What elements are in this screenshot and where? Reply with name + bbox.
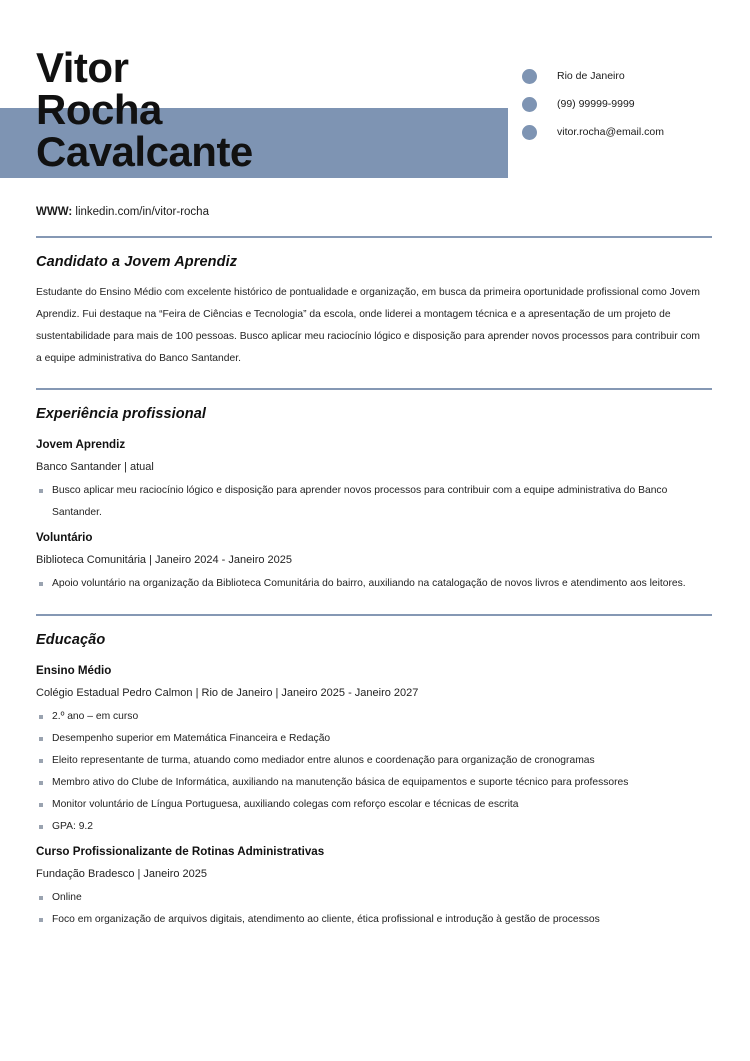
experience-bullets xyxy=(36,480,712,524)
contact-location-value: Rio de Janeiro xyxy=(557,70,625,82)
contact-list xyxy=(522,62,742,146)
list-item: GPA: 9.2 xyxy=(36,816,708,838)
experience-meta: Banco Santander | atual xyxy=(36,461,154,473)
education-entry xyxy=(36,660,712,838)
section-education xyxy=(0,614,750,931)
list-item: Eleito representante de turma, atuando como mediador entre alunos e coordenação para organização de cronogramas xyxy=(36,750,708,772)
section-summary xyxy=(0,236,750,370)
experience-role: Jovem Aprendiz xyxy=(36,438,126,451)
list-item: Desempenho superior em Matemática Financeira e Redação xyxy=(36,728,708,750)
section-experience xyxy=(0,388,750,595)
education-entry xyxy=(36,841,712,931)
education-meta: Colégio Estadual Pedro Calmon | Rio de Janeiro | Janeiro 2025 - Janeiro 2027 xyxy=(36,687,419,699)
phone-icon xyxy=(522,97,537,112)
section-divider-summary xyxy=(36,236,712,238)
experience-entry xyxy=(36,434,712,524)
contact-item-phone xyxy=(522,90,742,118)
summary-title: Candidato a Jovem Aprendiz xyxy=(36,254,238,270)
education-degree: Ensino Médio xyxy=(36,664,112,677)
course-bullets xyxy=(36,887,712,931)
contact-item-email xyxy=(522,118,742,146)
name-line-middle: Rocha xyxy=(36,86,162,133)
location-pin-icon xyxy=(522,69,537,84)
website-label: WWW: xyxy=(36,206,73,218)
website-value[interactable]: linkedin.com/in/vitor-rocha xyxy=(75,206,209,218)
experience-role: Voluntário xyxy=(36,531,93,544)
education-bullets xyxy=(36,706,712,838)
list-item: 2.º ano – em curso xyxy=(36,706,708,728)
experience-entry xyxy=(36,527,712,595)
resume-header xyxy=(0,0,750,218)
name-line-last: Cavalcante xyxy=(36,128,253,175)
contact-phone-value: (99) 99999-9999 xyxy=(557,98,635,110)
list-item: Foco em organização de arquivos digitais, atendimento ao cliente, ética profissional e introdução à gestão de processos xyxy=(36,909,708,931)
list-item: Monitor voluntário de Língua Portuguesa, auxiliando colegas com reforço escolar e técnicas de escrita xyxy=(36,794,708,816)
summary-text: Estudante do Ensino Médio com excelente histórico de pontualidade e organização, em busca da primeira oportunidade profissional como Jovem Aprendiz. Fui destaque na “Feira de Ciências e Tecnologia” da escola, onde liderei a montagem técnica e a apresentação de um projeto de sustentabilidade para mais de 100 pessoas. Busco aplicar meu raciocínio lógico e disposição para aprender novos processos para contribuir com a equipe administrativa do Banco Santander. xyxy=(36,287,700,364)
list-item: Membro ativo do Clube de Informática, auxiliando na manutenção básica de equipamentos e suporte técnico para professores xyxy=(36,772,708,794)
name-line-first: Vitor xyxy=(36,44,129,91)
candidate-name xyxy=(36,44,506,175)
experience-meta: Biblioteca Comunitária | Janeiro 2024 - Janeiro 2025 xyxy=(36,554,293,566)
list-item: Busco aplicar meu raciocínio lógico e disposição para aprender novos processos para contribuir com a equipe administrativa do Banco Santander. xyxy=(36,480,708,524)
section-divider-experience xyxy=(36,388,712,390)
section-divider-education xyxy=(36,614,712,616)
contact-email-value: vitor.rocha@email.com xyxy=(557,126,664,138)
resume-body xyxy=(0,236,750,934)
contact-item-location xyxy=(522,62,742,90)
list-item: Online xyxy=(36,887,708,909)
envelope-icon xyxy=(522,125,537,140)
experience-title: Experiência profissional xyxy=(36,406,207,422)
education-title: Educação xyxy=(36,632,106,648)
list-item: Apoio voluntário na organização da Biblioteca Comunitária do bairro, auxiliando na catalogação de novos livros e atendimento aos leitores. xyxy=(36,573,708,595)
website-line xyxy=(36,206,209,218)
course-meta: Fundação Bradesco | Janeiro 2025 xyxy=(36,868,208,880)
experience-bullets xyxy=(36,573,712,595)
course-title: Curso Profissionalizante de Rotinas Administrativas xyxy=(36,845,325,858)
